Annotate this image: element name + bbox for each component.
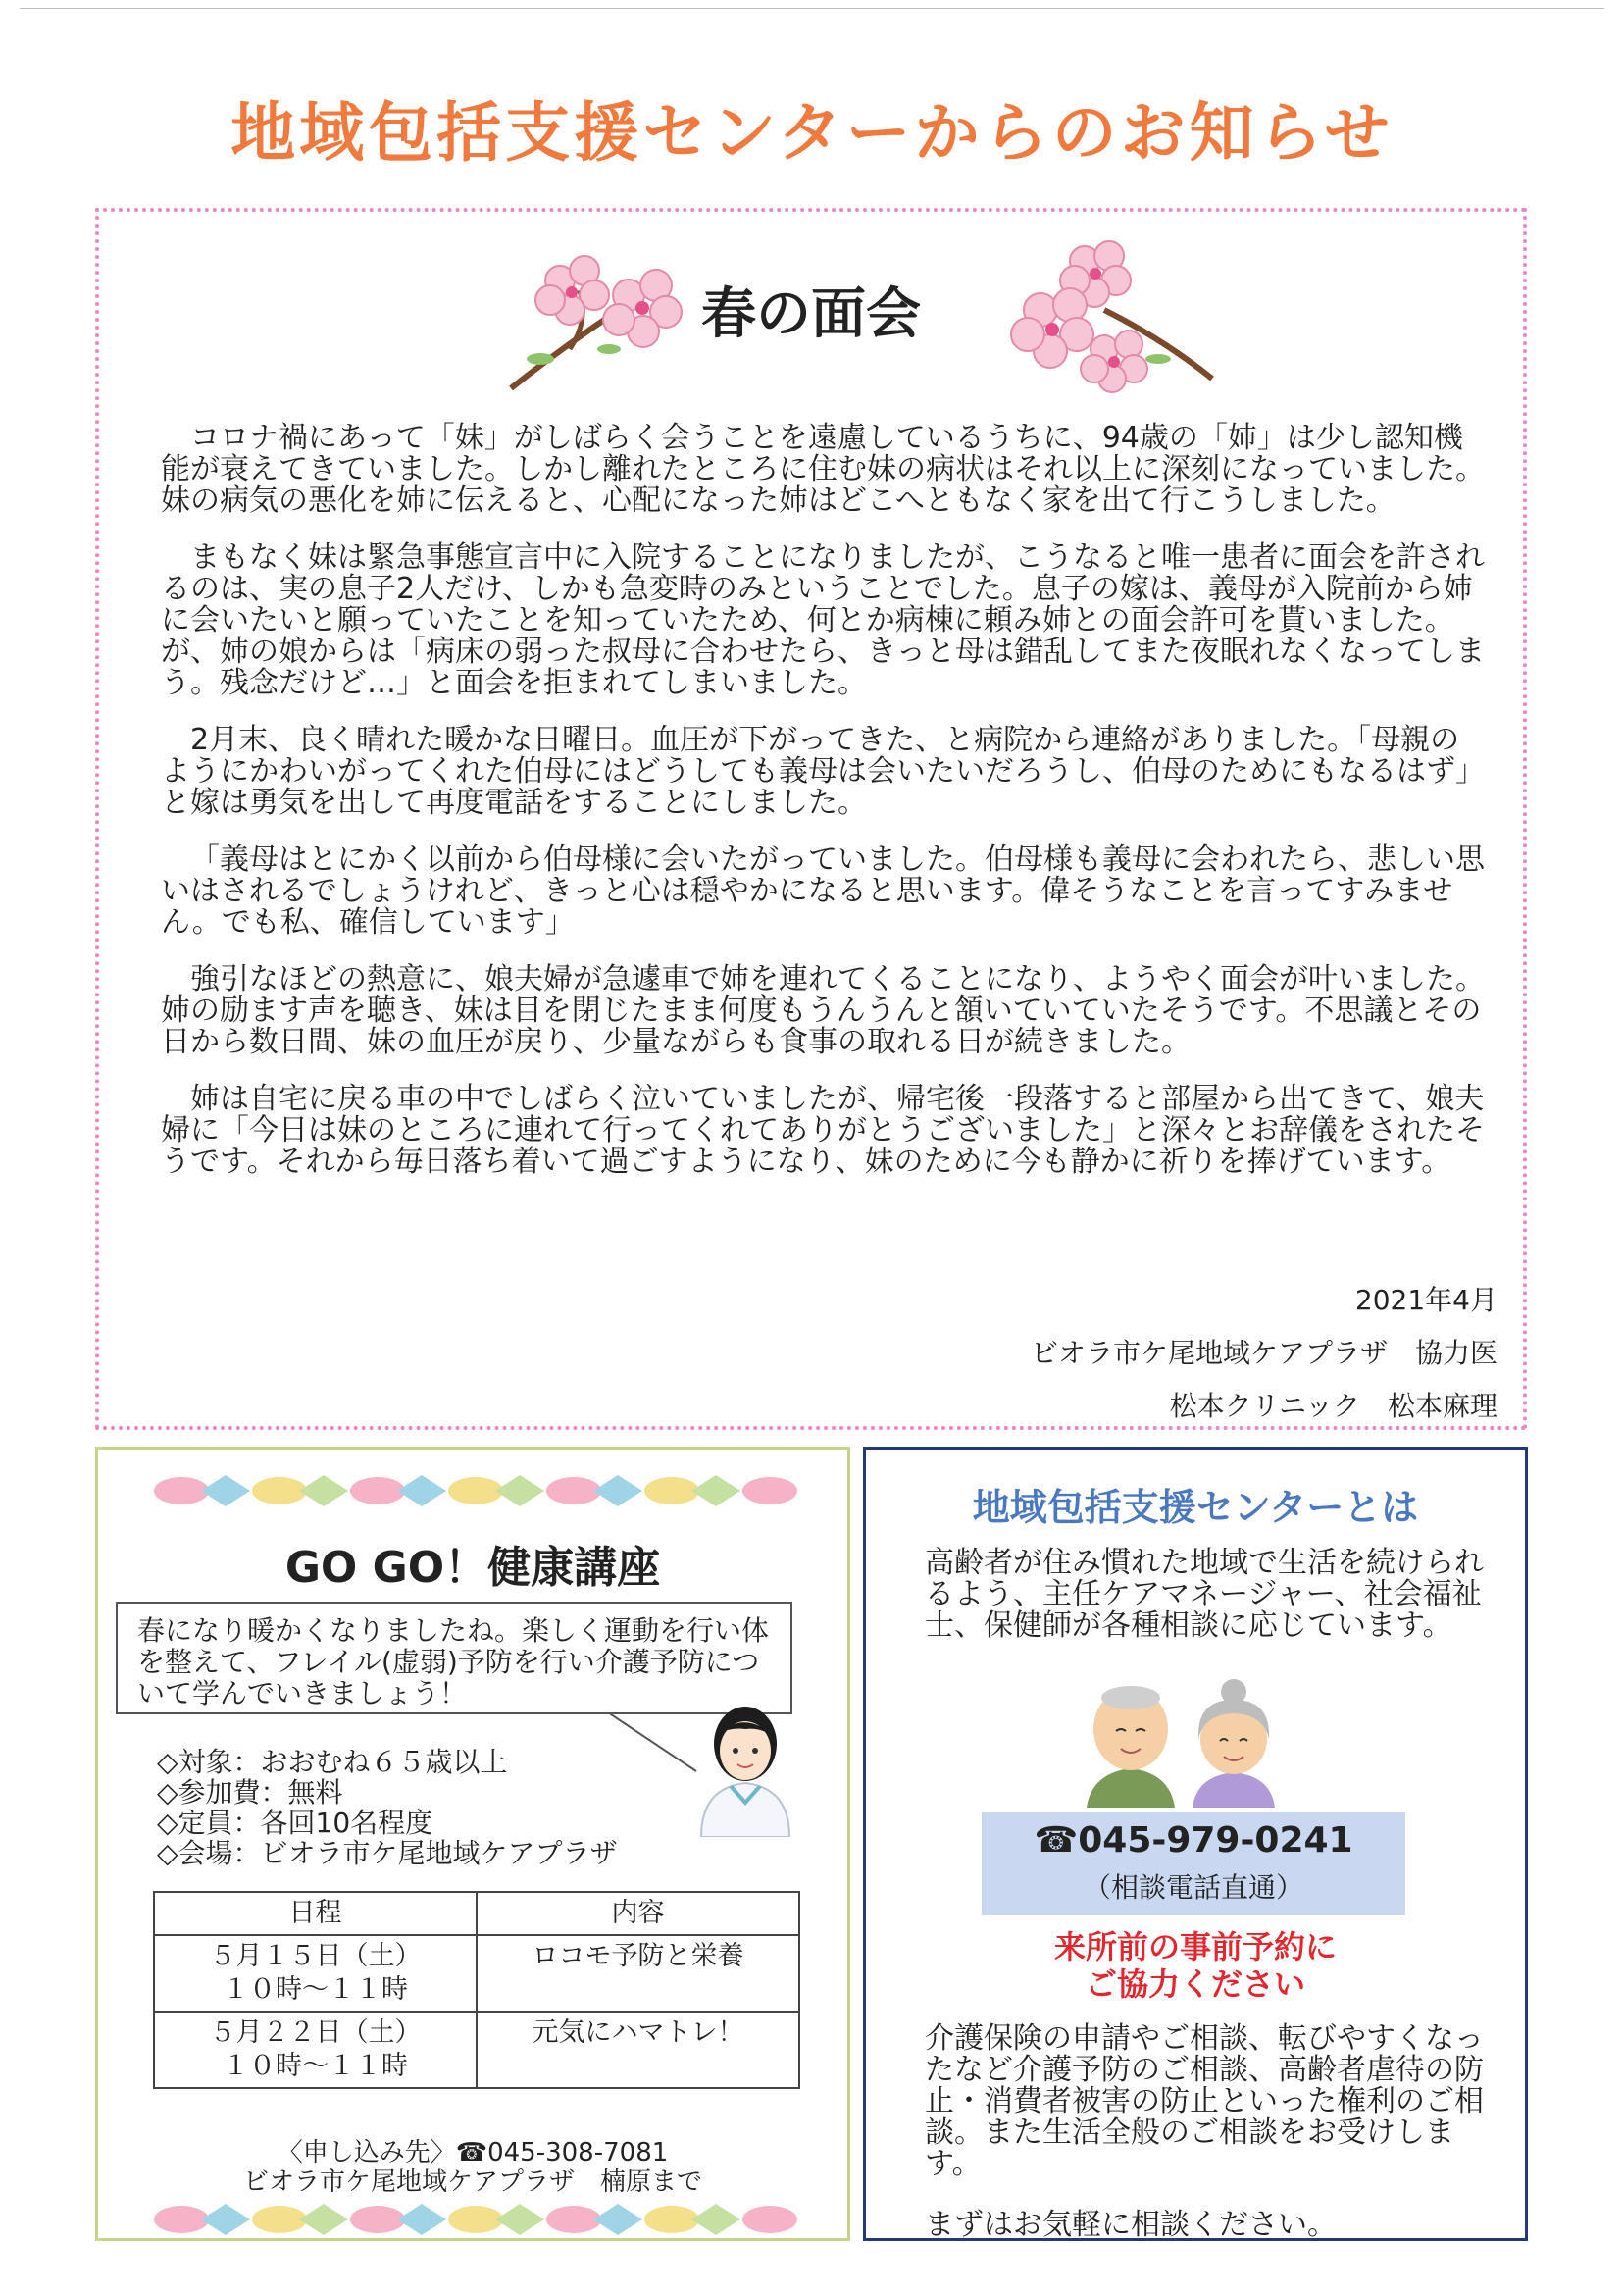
article-date: 2021年4月 <box>1354 1284 1497 1316</box>
contact-place: ビオラ市ケ尾地域ケアプラザ 楠原まで <box>242 2167 702 2197</box>
header-date: 日程 <box>154 1892 477 1935</box>
phone-box <box>982 1812 1405 1915</box>
about-title: 地域包括支援センターとは <box>972 1486 1419 1529</box>
row-time-text: １０時～１１時 <box>223 1974 408 2005</box>
detail-capacity: ◇定員：各回10名程度 <box>157 1807 433 1839</box>
health-lecture-box <box>95 1447 850 2241</box>
health-details <box>157 1747 618 1868</box>
table-header-row <box>154 1892 799 1935</box>
phone-note: （相談電話直通） <box>1083 1871 1303 1904</box>
detail-venue: ◇会場：ビオラ市ケ尾地域ケアプラザ <box>157 1837 618 1869</box>
row-date <box>154 2012 477 2088</box>
about-body: 介護保険の申請やご相談、転びやすくなったなど介護予防のご相談、高齢者虐待の防止・消費者被害の防止といった権利のご相談。また生活全般のご相談をお受けします。 <box>925 2021 1484 2181</box>
top-rule <box>20 8 1604 9</box>
reservation-line1: 来所前の事前予約に <box>1053 1928 1337 1965</box>
row-date-text: ５月２２日（土） <box>209 2017 422 2048</box>
article-paragraph: 「義母はとにかく以前から伯母様に会いたがっていました。伯母様も義母に会われたら、悲しい思いはされるでしょうけれど、きっと心は穏やかになると思います。偉そうなことを言ってすみません。でも私、確信しています」 <box>161 842 1485 940</box>
about-center-box <box>863 1447 1528 2241</box>
about-intro: 高齢者が住み慣れた地域で生活を続けられるよう、主任ケアマネージャー、社会福祉士、保健師が各種相談に応じています。 <box>925 1546 1484 1643</box>
health-intro-bubble: 春になり暖かくなりましたね。楽しく運動を行い体を整えて、フレイル(虚弱)予防を行い介護予防について学んでいきましょう！ <box>116 1602 792 1714</box>
row-date <box>154 1935 477 2012</box>
detail-target: ◇対象：おおむね６５歳以上 <box>157 1746 508 1778</box>
article-paragraph: コロナ禍にあって「妹」がしばらく会うことを遠慮しているうちに、94歳の「姉」は少し認知機能が衰えてきていました。しかし離れたところに住む妹の病状はそれ以上に深刻になっていました。妹の病気の悪化を姉に伝えると、心配になった姉はどこへともなく家を出て行こうしました。 <box>161 421 1485 518</box>
health-title: GO GO！健康講座 <box>284 1543 661 1593</box>
health-contact <box>98 2138 847 2197</box>
table-row <box>154 1935 799 2012</box>
spring-article-box <box>95 208 1527 1430</box>
consult-phone-number[interactable]: ☎045-979-0241 <box>1034 1820 1353 1861</box>
schedule-table <box>153 1891 800 2089</box>
article-organization: ビオラ市ケ尾地域ケアプラザ 協力医 <box>1030 1337 1497 1369</box>
spring-article-body <box>161 423 1485 1203</box>
reservation-notice <box>866 1928 1525 2003</box>
article-paragraph: 強引なほどの熱意に、娘夫婦が急遽車で姉を連れてくることになり、ようやく面会が叶いました。姉の励ます声を聴き、妹は目を閉じたまま何度もうんうんと頷いていていたそうです。不思議とその日から数日間、妹の血圧が戻り、少量ながらも食事の取れる日が続きました。 <box>161 962 1485 1059</box>
page-title: 地域包括支援センターからのお知らせ <box>230 95 1394 171</box>
about-closing: まずはお気軽に相談ください。 <box>925 2208 1337 2242</box>
row-content: 元気にハマトレ！ <box>477 2012 799 2088</box>
row-date-text: ５月１５日（土） <box>209 1941 422 1971</box>
article-paragraph: まもなく妹は緊急事態宣言中に入院することになりましたが、こうなると唯一患者に面会を許されるのは、実の息子2人だけ、しかも急変時のみということでした。息子の嫁は、義母が入院前から姉に会いたいと願っていたことを知っていたため、何とか病棟に頼み姉との面会許可を貰いました。が、姉の娘からは「病床の弱った叔母に合わせたら、きっと母は錯乱してまた夜眠れなくなってしまう。残念だけど…」と面会を拒まれてしまいました。 <box>161 540 1485 700</box>
article-paragraph: 姉は自宅に戻る車の中でしばらく泣いていましたが、帰宅後一段落すると部屋から出てきて、娘夫婦に「今日は妹のところに連れて行ってくれてありがとうございました」と深々とお辞儀をされたそうです。それから毎日落ち着いて過ごすようになり、妹のために今も静かに祈りを捧げています。 <box>161 1082 1485 1179</box>
row-content: ロコモ予防と栄養 <box>477 1935 799 2012</box>
spring-title: 春の面会 <box>701 282 921 346</box>
reservation-line2: ご協力ください <box>1085 1965 1305 2003</box>
header-content: 内容 <box>477 1892 799 1935</box>
row-time-text: １０時～１１時 <box>223 2051 408 2081</box>
nurse-illustration-icon <box>686 1690 804 1837</box>
contact-phone: 〈申し込み先〉☎045-308-7081 <box>277 2138 669 2167</box>
article-author: 松本クリニック 松本麻理 <box>1169 1390 1497 1422</box>
decorative-diamond-border-bottom <box>152 2200 799 2239</box>
article-paragraph: 2月末、良く晴れた暖かな日曜日。血圧が下がってきた、と病院から連絡がありました。「母親のようにかわいがってくれた伯母にはどうしても義母は会いたいだろうし、伯母のためにもなるはず」と嫁は勇気を出して再度電話をすることにしました。 <box>161 723 1485 820</box>
table-row <box>154 2012 799 2088</box>
detail-fee: ◇参加費：無料 <box>157 1776 343 1809</box>
elderly-couple-icon <box>1077 1670 1293 1808</box>
decorative-diamond-border-top <box>152 1471 799 1510</box>
cherry-blossom-right-icon <box>987 231 1222 398</box>
